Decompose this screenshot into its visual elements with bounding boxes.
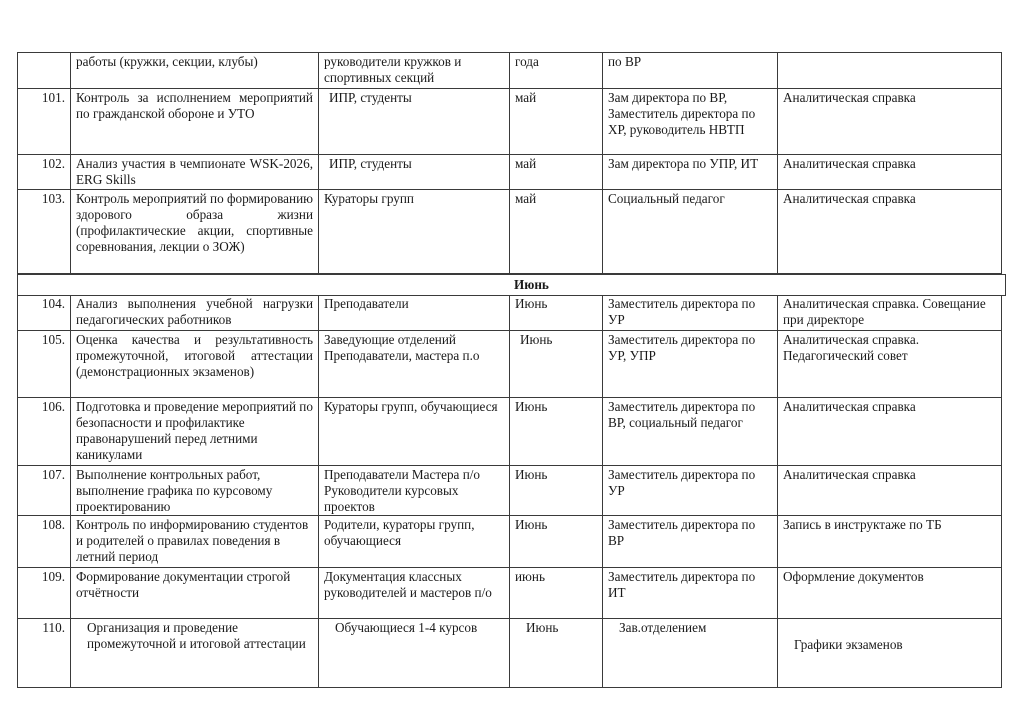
period-cell: Июнь bbox=[510, 398, 603, 466]
result-cell: Аналитическая справка. Педагогический совет bbox=[778, 331, 1002, 398]
period-cell: Июнь bbox=[510, 516, 603, 568]
result-cell: Аналитическая справка bbox=[778, 89, 1002, 155]
period-cell: года bbox=[510, 53, 603, 89]
participants-cell: Документация классных руководителей и мастеров п/о bbox=[319, 568, 510, 619]
responsible-cell: по ВР bbox=[603, 53, 778, 89]
period-cell: май bbox=[510, 155, 603, 190]
activity-cell: работы (кружки, секции, клубы) bbox=[71, 53, 319, 89]
result-cell: Аналитическая справка bbox=[778, 190, 1002, 274]
responsible-cell: Заместитель директора по ИТ bbox=[603, 568, 778, 619]
row-number: 104. bbox=[18, 295, 71, 331]
responsible-cell: Заместитель директора по УР bbox=[603, 295, 778, 331]
result-cell: Аналитическая справка bbox=[778, 155, 1002, 190]
row-number: 108. bbox=[18, 516, 71, 568]
result-cell: Аналитическая справка bbox=[778, 398, 1002, 466]
activity-cell: Контроль за исполнением мероприятий по гражданской обороне и УТО bbox=[71, 89, 319, 155]
table-row bbox=[18, 331, 1002, 398]
period-cell: Июнь bbox=[510, 466, 603, 516]
row-number: 103. bbox=[18, 190, 71, 274]
participants-cell: Заведующие отделений Преподаватели, мастера п.о bbox=[319, 331, 510, 398]
participants-cell: Преподаватели Мастера п/о Руководители курсовых проектов bbox=[319, 466, 510, 516]
row-number: 109. bbox=[18, 568, 71, 619]
responsible-cell: Заместитель директора по УР bbox=[603, 466, 778, 516]
result-cell: Аналитическая справка bbox=[778, 466, 1002, 516]
responsible-cell: Заместитель директора по ВР bbox=[603, 516, 778, 568]
row-number: 106. bbox=[18, 398, 71, 466]
period-cell: июнь bbox=[510, 568, 603, 619]
result-cell bbox=[778, 53, 1002, 89]
activity-cell: Выполнение контрольных работ, выполнение графика по курсовому проектированию bbox=[71, 466, 319, 516]
period-cell: май bbox=[510, 190, 603, 274]
participants-cell: Преподаватели bbox=[319, 295, 510, 331]
responsible-cell: Социальный педагог bbox=[603, 190, 778, 274]
result-cell: Аналитическая справка. Совещание при директоре bbox=[778, 295, 1002, 331]
month-header-label: Июнь bbox=[514, 276, 549, 292]
control-plan-table bbox=[17, 52, 1002, 688]
result-cell: Запись в инструктаже по ТБ bbox=[778, 516, 1002, 568]
row-number bbox=[18, 53, 71, 89]
table-row bbox=[18, 295, 1002, 331]
participants-cell: ИПР, студенты bbox=[319, 155, 510, 190]
activity-cell: Оценка качества и результативность промежуточной, итоговой аттестации (демонстрационных экзаменов) bbox=[71, 331, 319, 398]
participants-cell: Кураторы групп bbox=[319, 190, 510, 274]
table-row bbox=[18, 398, 1002, 466]
table-row bbox=[18, 516, 1002, 568]
table-row bbox=[18, 155, 1002, 190]
activity-cell: Контроль по информированию студентов и родителей о правилах поведения в летний период bbox=[71, 516, 319, 568]
period-cell: Июнь bbox=[510, 331, 603, 398]
responsible-cell: Зав.отделением bbox=[603, 619, 778, 688]
responsible-cell: Зам директора по УПР, ИТ bbox=[603, 155, 778, 190]
activity-cell: Анализ участия в чемпионате WSK-2026, ERG Skills bbox=[71, 155, 319, 190]
activity-cell: Контроль мероприятий по формированию здорового образа жизни (профилактические акции, спортивные соревнования, лекции о ЗОЖ) bbox=[71, 190, 319, 274]
table-row bbox=[18, 619, 1002, 688]
result-cell: Оформление документов bbox=[778, 568, 1002, 619]
table-row bbox=[18, 568, 1002, 619]
table-row bbox=[18, 466, 1002, 516]
table-row bbox=[18, 53, 1002, 89]
row-number: 105. bbox=[18, 331, 71, 398]
row-number: 102. bbox=[18, 155, 71, 190]
period-cell: Июнь bbox=[510, 295, 603, 331]
period-cell: май bbox=[510, 89, 603, 155]
row-number: 101. bbox=[18, 89, 71, 155]
responsible-cell: Заместитель директора по УР, УПР bbox=[603, 331, 778, 398]
period-cell: Июнь bbox=[510, 619, 603, 688]
row-number: 110. bbox=[18, 619, 71, 688]
participants-cell: ИПР, студенты bbox=[319, 89, 510, 155]
table-row bbox=[18, 190, 1002, 274]
activity-cell: Формирование документации строгой отчётности bbox=[71, 568, 319, 619]
activity-cell: Анализ выполнения учебной нагрузки педагогических работников bbox=[71, 295, 319, 331]
table-row bbox=[18, 89, 1002, 155]
activity-cell: Организация и проведение промежуточной и итоговой аттестации bbox=[71, 619, 319, 688]
responsible-cell: Заместитель директора по ВР, социальный педагог bbox=[603, 398, 778, 466]
result-cell: Графики экзаменов bbox=[778, 619, 1002, 688]
month-header-june bbox=[17, 274, 1006, 296]
row-number: 107. bbox=[18, 466, 71, 516]
participants-cell: Обучающиеся 1-4 курсов bbox=[319, 619, 510, 688]
activity-cell: Подготовка и проведение мероприятий по безопасности и профилактике правонарушений перед летними каникулами bbox=[71, 398, 319, 466]
participants-cell: руководители кружков и спортивных секций bbox=[319, 53, 510, 89]
participants-cell: Кураторы групп, обучающиеся bbox=[319, 398, 510, 466]
participants-cell: Родители, кураторы групп, обучающиеся bbox=[319, 516, 510, 568]
responsible-cell: Зам директора по ВР, Заместитель директора по ХР, руководитель НВТП bbox=[603, 89, 778, 155]
